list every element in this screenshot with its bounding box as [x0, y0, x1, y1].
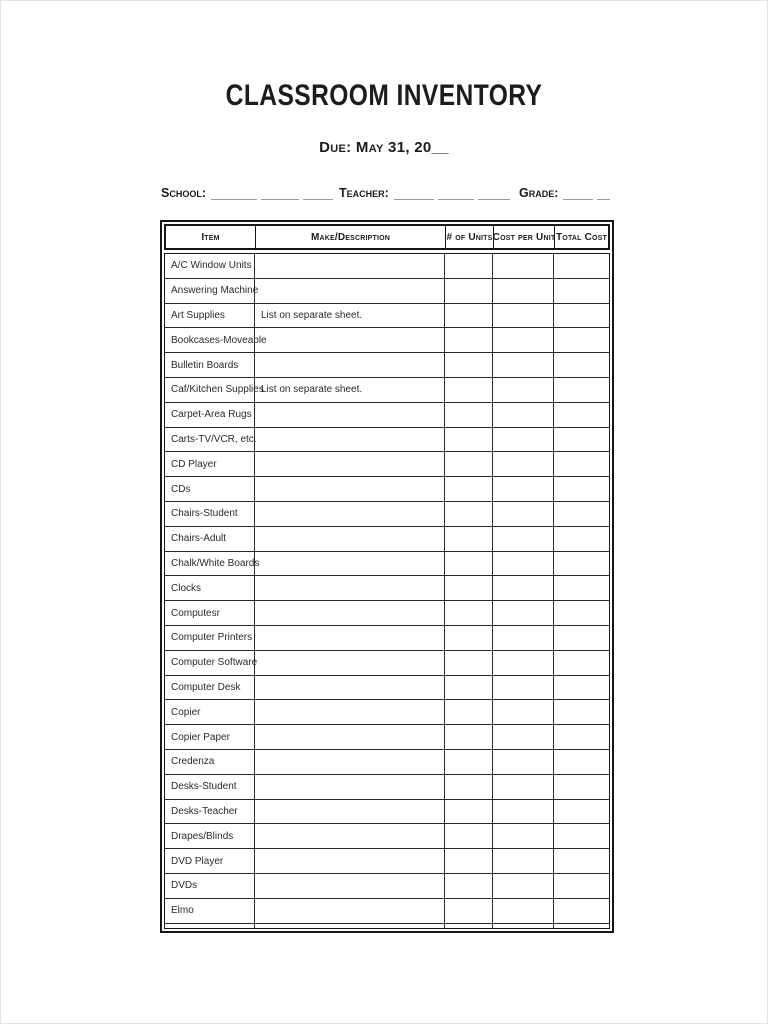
total-cost-cell — [554, 279, 609, 303]
table-row — [165, 552, 609, 577]
total-cost-cell — [554, 452, 609, 476]
table-row — [165, 849, 609, 874]
description-cell — [255, 874, 445, 898]
units-cell — [445, 601, 493, 625]
cost-per-unit-cell — [493, 403, 554, 427]
description-cell — [255, 502, 445, 526]
cost-per-unit-cell — [493, 452, 554, 476]
units-cell — [445, 824, 493, 848]
total-cost-cell — [554, 874, 609, 898]
inventory-table — [160, 220, 614, 933]
units-cell — [445, 328, 493, 352]
cost-per-unit-cell — [493, 824, 554, 848]
cost-per-unit-cell — [493, 725, 554, 749]
table-row — [165, 353, 609, 378]
total-cost-cell — [554, 725, 609, 749]
description-cell — [255, 353, 445, 377]
units-cell — [445, 527, 493, 551]
units-cell — [445, 403, 493, 427]
item-cell: Answering Machine — [165, 279, 255, 303]
cost-per-unit-cell — [493, 328, 554, 352]
total-cost-cell — [554, 775, 609, 799]
description-cell — [255, 849, 445, 873]
units-cell — [445, 874, 493, 898]
fill-line-segment — [261, 188, 299, 200]
item-cell: Chairs-Student — [165, 502, 255, 526]
table-header-row — [164, 224, 610, 250]
column-header-cost-per-unit: Cost per Unit — [494, 226, 555, 248]
total-cost-cell — [554, 254, 609, 278]
units-cell — [445, 304, 493, 328]
column-header-description: Make/Description — [256, 226, 446, 248]
units-cell — [445, 800, 493, 824]
units-cell — [445, 626, 493, 650]
cost-per-unit-cell — [493, 304, 554, 328]
table-row — [165, 750, 609, 775]
cost-per-unit-cell — [493, 279, 554, 303]
description-cell — [255, 576, 445, 600]
units-cell — [445, 428, 493, 452]
grade-label: Grade: — [519, 186, 559, 200]
fill-line-segment — [563, 188, 593, 200]
table-row — [165, 576, 609, 601]
table-row — [165, 626, 609, 651]
units-cell — [445, 725, 493, 749]
item-cell: Desks-Teacher — [165, 800, 255, 824]
description-cell — [255, 924, 445, 929]
column-header-total-cost: Total Cost — [555, 231, 608, 243]
item-cell: Computer Printers — [165, 626, 255, 650]
fill-line-segment — [478, 188, 510, 200]
description-cell: List on separate sheet. — [255, 304, 445, 328]
description-cell — [255, 750, 445, 774]
table-row — [165, 775, 609, 800]
units-cell — [445, 700, 493, 724]
item-cell: Copier Paper — [165, 725, 255, 749]
table-row — [165, 899, 609, 924]
table-body — [164, 253, 610, 929]
item-cell: CDs — [165, 477, 255, 501]
item-cell: CD Player — [165, 452, 255, 476]
school-field — [161, 186, 339, 200]
table-row — [165, 328, 609, 353]
table-row — [165, 279, 609, 304]
total-cost-cell — [554, 328, 609, 352]
cost-per-unit-cell — [493, 676, 554, 700]
cost-per-unit-cell — [493, 874, 554, 898]
item-cell: Carts-TV/VCR, etc. — [165, 428, 255, 452]
total-cost-cell — [554, 477, 609, 501]
cost-per-unit-cell — [493, 924, 554, 929]
units-cell — [445, 452, 493, 476]
item-cell: Bulletin Boards — [165, 353, 255, 377]
table-row — [165, 874, 609, 899]
cost-per-unit-cell — [493, 601, 554, 625]
column-header-units: # of Units — [446, 226, 494, 248]
item-cell: Chalk/White Boards — [165, 552, 255, 576]
units-cell — [445, 924, 493, 929]
page-title: CLASSROOM INVENTORY — [225, 79, 543, 112]
fill-line-segment — [303, 188, 333, 200]
table-row — [165, 527, 609, 552]
due-date-line: Due: May 31, 20__ — [319, 139, 449, 156]
units-cell — [445, 899, 493, 923]
fill-line-segment — [597, 188, 610, 200]
item-cell: DVDs — [165, 874, 255, 898]
units-cell — [445, 477, 493, 501]
cost-per-unit-cell — [493, 353, 554, 377]
description-cell — [255, 452, 445, 476]
total-cost-cell — [554, 899, 609, 923]
fill-line-segment — [211, 188, 257, 200]
total-cost-cell — [554, 353, 609, 377]
table-row — [165, 502, 609, 527]
description-cell — [255, 527, 445, 551]
cost-per-unit-cell — [493, 899, 554, 923]
table-row — [165, 477, 609, 502]
cost-per-unit-cell — [493, 477, 554, 501]
cost-per-unit-cell — [493, 626, 554, 650]
table-row — [165, 700, 609, 725]
total-cost-cell — [554, 700, 609, 724]
units-cell — [445, 651, 493, 675]
description-cell — [255, 651, 445, 675]
item-cell: Carpet-Area Rugs — [165, 403, 255, 427]
item-cell: Desks-Student — [165, 775, 255, 799]
total-cost-cell — [554, 403, 609, 427]
item-cell: Computer Desk — [165, 676, 255, 700]
units-cell — [445, 775, 493, 799]
description-cell — [255, 601, 445, 625]
item-cell: DVD Player — [165, 849, 255, 873]
units-cell — [445, 849, 493, 873]
total-cost-cell — [554, 924, 609, 929]
item-cell: Clocks — [165, 576, 255, 600]
teacher-label: Teacher: — [339, 186, 389, 200]
teacher-field — [339, 186, 519, 200]
total-cost-cell — [554, 626, 609, 650]
item-cell: Elmo — [165, 899, 255, 923]
table-row — [165, 403, 609, 428]
total-cost-cell — [554, 824, 609, 848]
cost-per-unit-cell — [493, 378, 554, 402]
total-cost-cell — [554, 849, 609, 873]
total-cost-cell — [554, 502, 609, 526]
description-cell — [255, 775, 445, 799]
item-cell: Bookcases-Moveable — [165, 328, 255, 352]
cost-per-unit-cell — [493, 775, 554, 799]
total-cost-cell — [554, 378, 609, 402]
column-header-item: Item — [166, 226, 256, 248]
cost-per-unit-cell — [493, 502, 554, 526]
total-cost-cell — [554, 552, 609, 576]
table-row — [165, 601, 609, 626]
description-cell — [255, 428, 445, 452]
description-cell — [255, 824, 445, 848]
total-cost-cell — [554, 304, 609, 328]
description-cell — [255, 403, 445, 427]
units-cell — [445, 279, 493, 303]
units-cell — [445, 254, 493, 278]
grade-field — [519, 186, 613, 200]
cost-per-unit-cell — [493, 750, 554, 774]
item-cell: Chairs-Adult — [165, 527, 255, 551]
item-cell: Caf/Kitchen Supplies — [165, 378, 255, 402]
cost-per-unit-cell — [493, 700, 554, 724]
total-cost-cell — [554, 651, 609, 675]
fill-line-segment — [394, 188, 434, 200]
total-cost-cell — [554, 601, 609, 625]
header-fields — [161, 186, 613, 200]
fill-line-segment — [438, 188, 474, 200]
teacher-fill-line — [394, 188, 510, 200]
total-cost-cell — [554, 800, 609, 824]
description-cell — [255, 800, 445, 824]
total-cost-cell — [554, 750, 609, 774]
table-row — [165, 725, 609, 750]
cost-per-unit-cell — [493, 576, 554, 600]
description-cell — [255, 254, 445, 278]
total-cost-cell — [554, 527, 609, 551]
units-cell — [445, 502, 493, 526]
total-cost-cell — [554, 576, 609, 600]
units-cell — [445, 750, 493, 774]
description-cell — [255, 899, 445, 923]
description-cell — [255, 700, 445, 724]
description-cell: List on separate sheet. — [255, 378, 445, 402]
table-row — [165, 800, 609, 825]
description-cell — [255, 279, 445, 303]
cost-per-unit-cell — [493, 428, 554, 452]
description-cell — [255, 328, 445, 352]
total-cost-cell — [554, 676, 609, 700]
units-cell — [445, 378, 493, 402]
total-cost-cell — [554, 428, 609, 452]
units-cell — [445, 676, 493, 700]
description-cell — [255, 725, 445, 749]
item-cell: Credenza — [165, 750, 255, 774]
units-cell — [445, 552, 493, 576]
grade-fill-line — [563, 188, 610, 200]
item-cell: Copier — [165, 700, 255, 724]
cost-per-unit-cell — [493, 651, 554, 675]
table-row — [165, 378, 609, 403]
description-cell — [255, 552, 445, 576]
table-row — [165, 676, 609, 701]
cost-per-unit-cell — [493, 849, 554, 873]
description-cell — [255, 676, 445, 700]
cost-per-unit-cell — [493, 254, 554, 278]
school-label: School: — [161, 186, 206, 200]
table-row — [165, 924, 609, 929]
item-cell: Computer Software — [165, 651, 255, 675]
table-row — [165, 428, 609, 453]
table-row — [165, 304, 609, 329]
item-cell: A/C Window Units — [165, 254, 255, 278]
cost-per-unit-cell — [493, 800, 554, 824]
description-cell — [255, 477, 445, 501]
table-row — [165, 651, 609, 676]
cost-per-unit-cell — [493, 527, 554, 551]
cost-per-unit-cell — [493, 552, 554, 576]
school-fill-line — [211, 188, 333, 200]
units-cell — [445, 576, 493, 600]
table-row — [165, 254, 609, 279]
description-cell — [255, 626, 445, 650]
item-cell: Drapes/Blinds — [165, 824, 255, 848]
item-cell: Computesr — [165, 601, 255, 625]
item-cell — [165, 924, 255, 929]
table-row — [165, 452, 609, 477]
table-row — [165, 824, 609, 849]
units-cell — [445, 353, 493, 377]
item-cell: Art Supplies — [165, 304, 255, 328]
